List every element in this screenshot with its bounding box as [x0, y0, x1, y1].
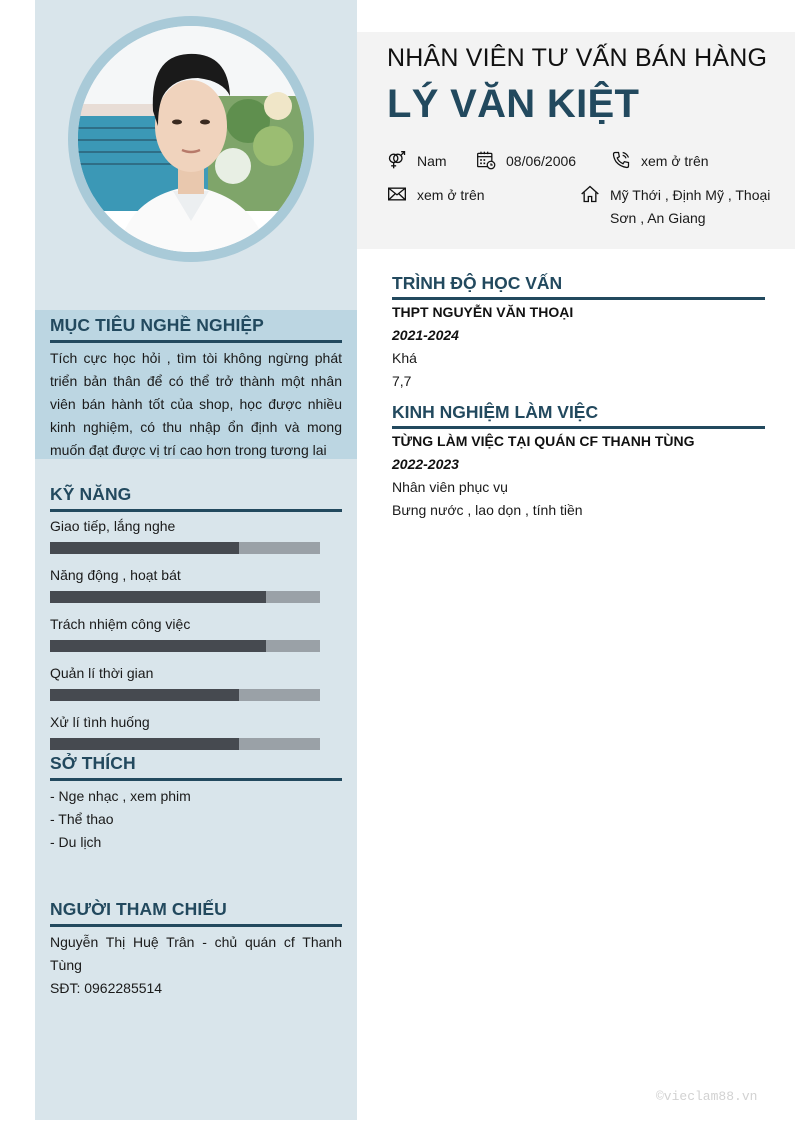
home-icon	[580, 184, 600, 204]
candidate-name: LÝ VĂN KIỆT	[387, 82, 640, 126]
skill-label: Quản lí thời gian	[50, 665, 154, 681]
watermark: ©vieclam88.vn	[656, 1089, 758, 1104]
calendar-icon	[476, 150, 496, 170]
objective-text: Tích cực học hỏi , tìm tòi không ngừng phát triển bản thân để có thể trở thành một nhân viên bán hành tốt của shop, học được nhiều kinh nghiệm, có thu nhập ổn định và mong muốn đạt được vị trí cao hơn trong tương lai	[50, 350, 342, 458]
address-line-2: Sơn , An Giang	[610, 210, 706, 226]
skill-item	[50, 712, 342, 750]
experience-duties: Bưng nước , lao dọn , tính tiền	[392, 502, 583, 518]
header	[357, 32, 795, 249]
skill-bar-fill	[50, 738, 239, 750]
section-title: KỸ NĂNG	[50, 483, 342, 512]
skill-item	[50, 565, 342, 603]
info-email	[387, 184, 485, 207]
hobby-item: - Du lịch	[50, 834, 102, 850]
address-line-1: Mỹ Thới , Định Mỹ , Thoại	[610, 187, 771, 203]
skill-item	[50, 516, 342, 554]
education-rank: Khá	[392, 350, 417, 366]
school-name: THPT NGUYỄN VĂN THOẠI	[392, 304, 574, 320]
section-title: NGƯỜI THAM CHIẾU	[50, 898, 342, 927]
skill-label: Giao tiếp, lắng nghe	[50, 518, 176, 534]
section-title: KINH NGHIỆM LÀM VIỆC	[392, 401, 765, 429]
skill-label: Trách nhiệm công việc	[50, 616, 191, 632]
info-gender	[387, 150, 447, 173]
skill-bar	[50, 738, 320, 750]
skill-bar	[50, 689, 320, 701]
info-phone	[611, 150, 709, 173]
skill-label: Năng động , hoạt bát	[50, 567, 181, 583]
job-title: NHÂN VIÊN TƯ VẤN BÁN HÀNG	[387, 44, 768, 72]
education-section	[392, 272, 765, 393]
education-period: 2021-2024	[392, 327, 459, 343]
hobby-item: - Nge nhạc , xem phim	[50, 788, 191, 804]
education-score: 7,7	[392, 373, 412, 389]
skill-bar-fill	[50, 689, 239, 701]
sidebar	[35, 0, 357, 1120]
skill-label: Xử lí tình huống	[50, 714, 150, 730]
skill-bar	[50, 640, 320, 652]
info-birthday	[476, 150, 576, 173]
objective-section	[50, 314, 342, 462]
section-title: MỤC TIÊU NGHỀ NGHIỆP	[50, 314, 342, 343]
experience-position: Nhân viên phục vụ	[392, 479, 508, 495]
hobbies-section	[50, 752, 342, 854]
reference-text: Nguyễn Thị Huệ Trân - chủ quán cf Thanh Tùng	[50, 934, 342, 973]
email-value: xem ở trên	[417, 187, 485, 203]
phone-icon	[611, 150, 631, 170]
gender-value: Nam	[417, 153, 447, 169]
section-title: TRÌNH ĐỘ HỌC VẤN	[392, 272, 765, 300]
birthday-value: 08/06/2006	[506, 153, 577, 169]
skill-item	[50, 663, 342, 701]
skill-bar	[50, 591, 320, 603]
skill-bar-fill	[50, 591, 266, 603]
experience-period: 2022-2023	[392, 456, 459, 472]
avatar	[78, 26, 304, 252]
company-name: TỪNG LÀM VIỆC TẠI QUÁN CF THANH TÙNG	[392, 433, 695, 449]
envelope-icon	[387, 184, 407, 204]
phone-value: xem ở trên	[641, 153, 709, 169]
experience-section	[392, 401, 765, 522]
references-section	[50, 898, 342, 1000]
skills-section	[50, 483, 342, 761]
avatar-frame	[68, 16, 314, 262]
gender-icon	[387, 150, 407, 170]
skill-item	[50, 614, 342, 652]
section-title: SỞ THÍCH	[50, 752, 342, 781]
skill-bar-fill	[50, 542, 239, 554]
reference-phone: SĐT: 0962285514	[50, 980, 163, 996]
info-address	[580, 184, 780, 230]
profile-photo-icon	[78, 26, 304, 252]
skill-bar	[50, 542, 320, 554]
skill-bar-fill	[50, 640, 266, 652]
hobby-item: - Thể thao	[50, 811, 114, 827]
